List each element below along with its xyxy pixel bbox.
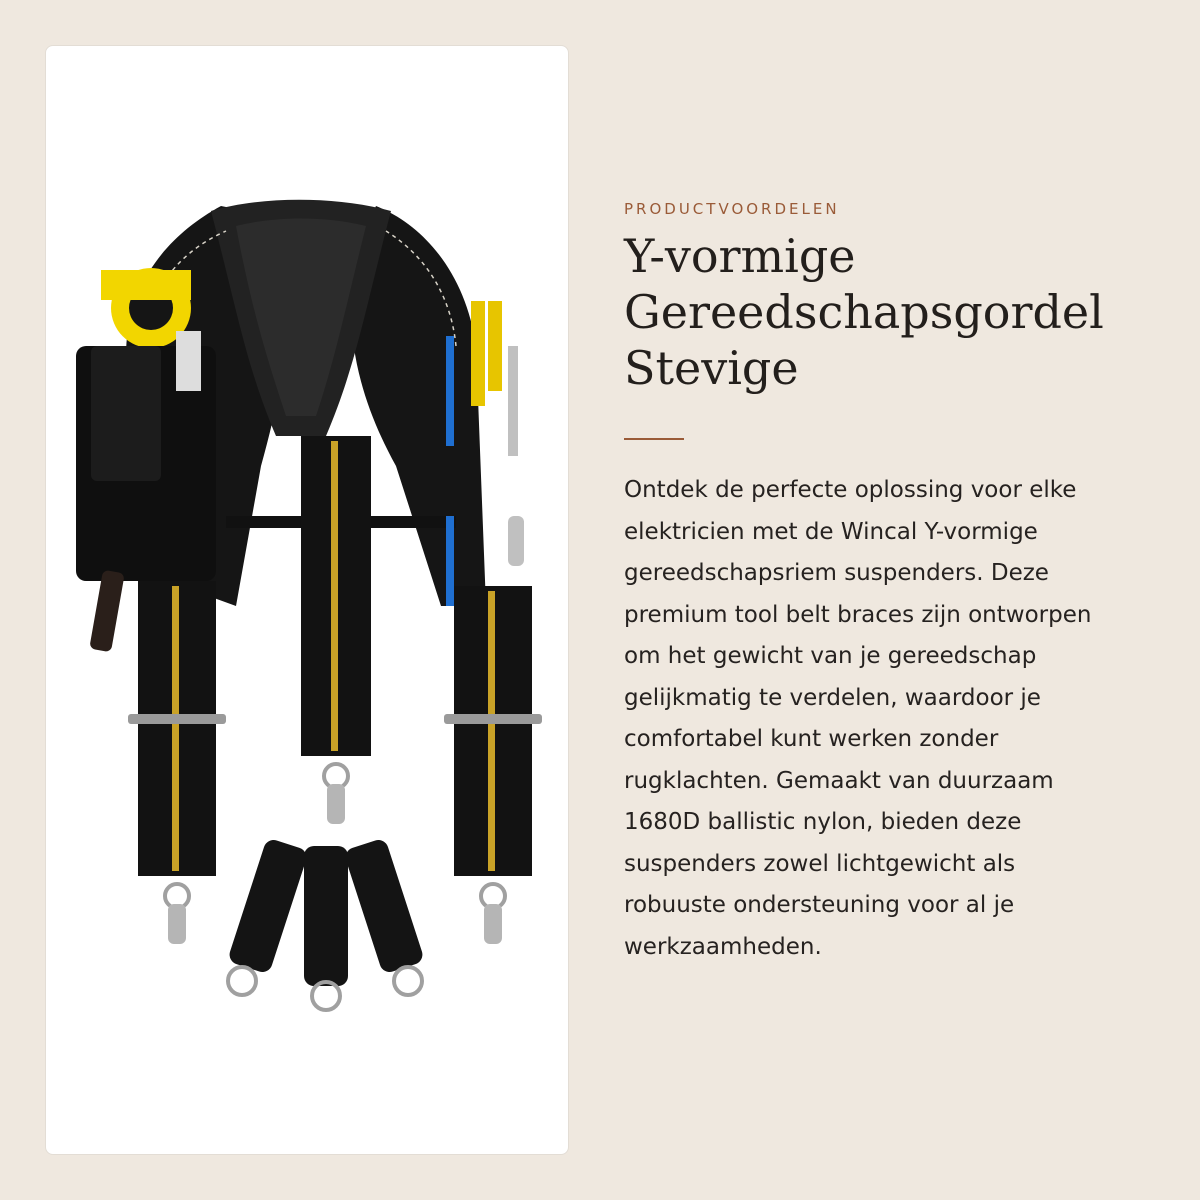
accent-divider <box>624 438 684 440</box>
belt-loop <box>343 837 425 974</box>
title-line: Y-vormige <box>624 229 856 283</box>
belt-loop <box>227 837 309 974</box>
benefits-section <box>624 200 1164 968</box>
title-line: Stevige <box>624 341 799 395</box>
section-eyebrow: PRODUCTVOORDELEN <box>624 200 840 218</box>
product-image-card <box>45 45 569 1155</box>
suspenders-illustration <box>46 46 569 1155</box>
section-title <box>624 228 1164 396</box>
title-line: Gereedschapsgordel <box>624 285 1104 339</box>
belt-loop <box>304 846 348 986</box>
section-body: Ontdek de perfecte oplossing voor elke elektricien met de Wincal Y-vormige gereedschapsriem suspenders. Deze premium tool belt braces zijn ontworpen om het gewicht van je gereedschap gelijkmatig te verdelen, waardoor je comfortabel kunt werken zonder rugklachten. Gemaakt van duurzaam 1680D ballistic nylon, bieden deze suspenders zowel lichtgewicht als robuuste ondersteuning voor al je werkzaamheden. <box>624 477 1092 960</box>
